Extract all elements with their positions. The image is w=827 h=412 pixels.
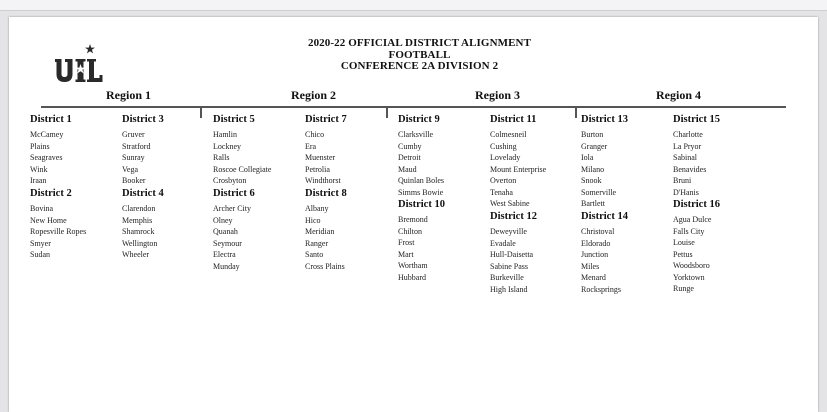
team-name: Meridian [305, 227, 335, 237]
team-name: Sabine Pass [490, 261, 528, 271]
team-name: Lockney [213, 141, 241, 151]
team-list [122, 129, 164, 187]
team-name: Petrolia [305, 164, 330, 174]
district-block [122, 114, 164, 187]
district-heading: District 15 [673, 114, 720, 125]
team-name: Santo [305, 250, 324, 260]
team-name: Granger [581, 141, 608, 151]
team-name: Tenaha [490, 187, 513, 197]
team-name: Ralls [213, 153, 230, 163]
team-list [581, 226, 628, 295]
team-name: Albany [305, 204, 329, 213]
district-block [398, 199, 445, 283]
team-list [673, 129, 720, 198]
district-block [581, 114, 628, 210]
team-name: Seymour [213, 238, 242, 248]
team-name: High Island [490, 284, 528, 294]
team-list [30, 203, 86, 261]
district-heading: District 3 [122, 114, 164, 125]
district-heading: District 9 [398, 114, 440, 125]
team-name: Pettus [673, 249, 693, 259]
team-name: Iola [581, 153, 594, 163]
team-name: Memphis [122, 215, 153, 225]
team-list [213, 203, 255, 272]
team-name: D'Hanis [673, 187, 699, 197]
team-name: Ranger [305, 238, 329, 248]
team-name: Quinlan Boles [398, 176, 444, 186]
team-name: Frost [398, 238, 415, 248]
team-name: Quanah [213, 227, 238, 237]
team-name: Seagraves [30, 153, 63, 163]
team-name: Cushing [490, 141, 517, 151]
district-block [213, 114, 271, 187]
team-name: Sudan [30, 250, 50, 260]
district-block [398, 114, 444, 198]
team-name: Louise [673, 238, 695, 248]
team-name: Ropesville Ropes [30, 227, 87, 237]
team-name: Olney [213, 215, 233, 225]
team-name: Detroit [398, 153, 421, 163]
team-name: Simms Bowie [398, 187, 444, 197]
team-name: Clarksville [398, 130, 434, 139]
region-divider-tick [575, 106, 577, 118]
team-name: Hico [305, 215, 321, 225]
district-block [673, 114, 720, 198]
district-heading: District 12 [490, 211, 537, 222]
document-title [249, 38, 590, 73]
district-block [305, 114, 347, 187]
team-name: Sabinal [673, 153, 697, 163]
team-name: Evadale [490, 238, 516, 248]
team-name: Stratford [122, 141, 151, 151]
document-page [9, 17, 818, 412]
district-heading: District 14 [581, 211, 628, 222]
title-line: FOOTBALL [388, 48, 451, 61]
team-name: New Home [30, 215, 67, 225]
district-block [30, 114, 72, 187]
team-name: La Pryor [673, 141, 702, 151]
team-name: Chilton [398, 226, 423, 236]
team-name: Burkeville [490, 273, 524, 283]
team-name: Somerville [581, 187, 617, 197]
district-block [490, 211, 537, 295]
region-divider-line [41, 106, 786, 108]
team-name: Plains [30, 141, 50, 151]
district-block [213, 188, 255, 272]
team-name: Mount Enterprise [490, 164, 547, 174]
region-heading: Region 4 [656, 88, 701, 102]
team-name: Bartlett [581, 199, 605, 209]
district-block [673, 199, 720, 295]
team-name: Era [305, 141, 317, 151]
team-list [398, 214, 445, 283]
team-name: Deweyville [490, 227, 527, 236]
team-name: Miles [581, 261, 600, 271]
team-name: Smyer [30, 238, 51, 248]
team-name: Bremond [398, 215, 428, 224]
team-name: Gruver [122, 130, 145, 139]
team-name: Milano [581, 164, 605, 174]
district-block [30, 188, 86, 261]
team-name: Munday [213, 261, 240, 271]
district-heading: District 7 [305, 114, 347, 125]
title-line: CONFERENCE 2A DIVISION 2 [340, 60, 499, 72]
district-heading: District 6 [213, 188, 255, 199]
team-list [213, 129, 271, 187]
team-name: Burton [581, 130, 604, 139]
team-name: Iraan [30, 176, 47, 186]
region-heading: Region 2 [291, 88, 336, 102]
district-heading: District 13 [581, 114, 628, 125]
district-heading: District 1 [30, 114, 72, 125]
team-name: Archer City [213, 204, 251, 213]
team-name: Woodsboro [673, 261, 710, 271]
team-name: Hull-Daisetta [490, 250, 534, 260]
team-name: Cumby [398, 141, 422, 151]
team-name: Bruni [673, 176, 692, 186]
team-name: Colmesneil [490, 130, 527, 139]
team-list [305, 129, 347, 187]
team-name: Cross Plains [305, 261, 345, 271]
team-name: Menard [581, 273, 606, 283]
region-heading: Region 3 [475, 88, 520, 102]
team-list [305, 203, 347, 272]
district-heading: District 11 [490, 114, 537, 125]
team-name: Wheeler [122, 250, 150, 260]
uil-logo-icon [54, 44, 106, 90]
window-top-strip [0, 0, 827, 11]
team-name: Lovelady [490, 153, 521, 163]
district-heading: District 10 [398, 199, 445, 210]
district-heading: District 16 [673, 199, 720, 210]
team-name: Crosbyton [213, 176, 247, 186]
team-name: Muenster [305, 153, 336, 163]
district-heading: District 5 [213, 114, 255, 125]
team-name: Chico [305, 130, 325, 139]
team-name: Wink [30, 164, 48, 174]
team-name: West Sabine [490, 199, 530, 209]
team-name: Windthorst [305, 176, 341, 186]
team-name: Clarendon [122, 204, 156, 213]
district-heading: District 4 [122, 188, 164, 199]
team-name: Sunray [122, 153, 145, 163]
team-name: Runge [673, 284, 694, 294]
team-name: Mart [398, 249, 414, 259]
team-list [490, 226, 537, 295]
team-name: Christoval [581, 227, 615, 236]
team-name: Vega [122, 164, 138, 174]
team-list [490, 129, 546, 210]
team-name: Wellington [122, 238, 158, 248]
team-name: Snook [581, 176, 602, 186]
team-name: Rocksprings [581, 284, 621, 294]
team-name: McCamey [30, 130, 64, 139]
district-block [122, 188, 164, 261]
district-heading: District 2 [30, 188, 72, 199]
district-block [581, 211, 628, 295]
team-name: Benavides [673, 164, 707, 174]
team-list [673, 214, 720, 295]
team-name: Hubbard [398, 272, 426, 282]
team-name: Overton [490, 176, 517, 186]
district-heading: District 8 [305, 188, 347, 199]
team-name: Charlotte [673, 130, 703, 139]
team-name: Hamlin [213, 130, 237, 139]
team-name: Shamrock [122, 227, 155, 237]
team-name: Booker [122, 176, 146, 186]
team-list [122, 203, 164, 261]
team-name: Roscoe Collegiate [213, 164, 272, 174]
region-divider-tick [200, 106, 202, 118]
team-name: Eldorado [581, 238, 611, 248]
team-name: Junction [581, 250, 609, 260]
team-name: Wortham [398, 261, 428, 271]
district-block [490, 114, 546, 210]
team-name: Bovina [30, 204, 54, 213]
team-list [30, 129, 72, 187]
title-line: 2020-22 OFFICIAL DISTRICT ALIGNMENT [307, 37, 532, 49]
team-name: Falls City [673, 226, 705, 236]
district-block [305, 188, 347, 272]
team-name: Agua Dulce [673, 215, 712, 224]
region-heading: Region 1 [106, 88, 151, 102]
team-name: Yorktown [673, 272, 705, 282]
team-list [581, 129, 628, 210]
team-list [398, 129, 444, 198]
team-name: Electra [213, 250, 236, 260]
team-name: Maud [398, 164, 417, 174]
region-divider-tick [386, 106, 388, 118]
